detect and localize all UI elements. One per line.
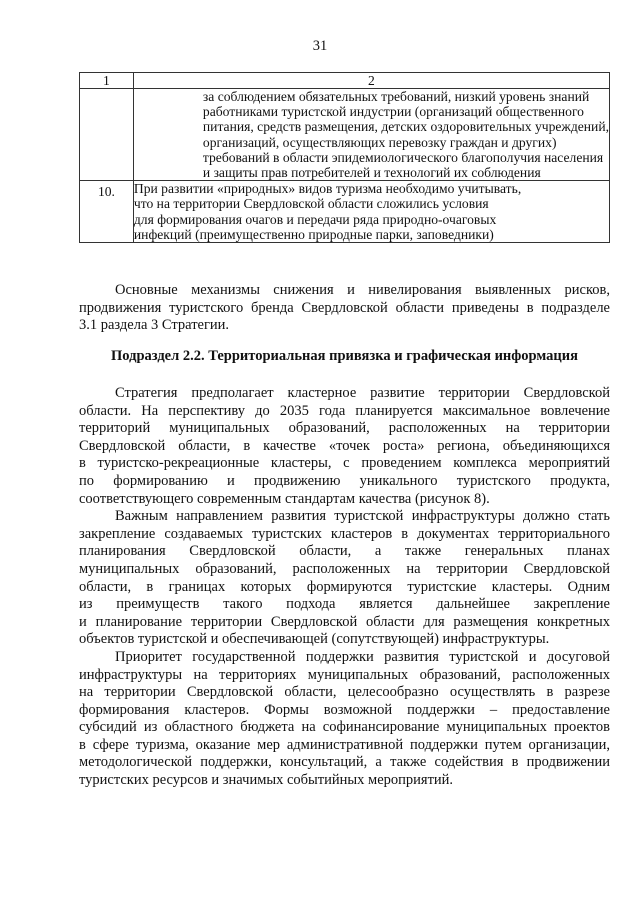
text-line: по формированию и продвижению уникального туристского продукта,: [79, 472, 610, 489]
text-line: продвижения туристского бренда Свердловской области приведены в подразделе: [79, 299, 610, 316]
text-line: туристских ресурсов и значимых событийных мероприятий.: [79, 772, 454, 789]
text-line: области, в границах которых формируются туристские кластеры. Одним: [79, 578, 610, 595]
text-line: Стратегия предполагает кластерное развитие территории Свердловской: [115, 385, 610, 401]
table-text-line: работниками туристской индустрии (организаций общественного: [202, 104, 584, 120]
text-line: муниципальных образований, расположенных на территории Свердловской: [79, 560, 610, 577]
text-line: инфраструктуры на территориях муниципальных образований, расположенных: [79, 666, 610, 683]
text-line: на территории Свердловской области, целесообразно осуществлять в разрезе: [79, 684, 610, 701]
table-row-text: [133, 89, 609, 181]
text-line: 3.1 раздела 3 Стратегии.: [79, 317, 230, 334]
table-text-line: питания, средств размещения, детских оздоровительных учреждений,: [202, 119, 609, 135]
table-text-line: что на территории Свердловской области сложились условия: [133, 196, 489, 212]
text-line: в туристско-рекреационные кластеры, с проведением комплекса мероприятий: [79, 455, 610, 472]
table-text-line: и защиты прав потребителей и технологий их соблюдения: [202, 165, 541, 181]
text-line: Важным направлением развития туристской инфраструктуры должно стать: [115, 508, 610, 525]
table-text-line: требований в области эпидемиологического благополучия населения: [202, 149, 604, 165]
subsection-heading: Подраздел 2.2. Территориальная привязка и графическая информация: [111, 348, 578, 364]
table-row: [80, 89, 610, 181]
table-text-line: При развитии «природных» видов туризма необходимо учитывать,: [133, 181, 522, 197]
text-line: планирования Свердловской области, а также генеральных планах: [79, 543, 610, 560]
text-line: объектов туристской и обеспечивающей (сопутствующей) инфраструктуры.: [79, 631, 550, 648]
text-line: формирования кластеров. Формы возможной поддержки – предоставление: [79, 701, 610, 718]
page-number: 31: [312, 38, 328, 54]
text-line: Основные механизмы снижения и нивелирования выявленных рисков,: [115, 282, 610, 298]
paragraph-cluster-strategy: [79, 385, 610, 790]
table-header-col-2: 2: [133, 73, 609, 89]
text-line: методологической поддержки, консультаций, а также содействия в продвижении: [79, 754, 610, 771]
row-number-text: [80, 89, 133, 92]
table-text-line: для формирования очагов и передачи ряда природно-очаговых: [133, 211, 497, 227]
text-line: Свердловской области, в качестве «точек роста» региона, объединяющихся: [79, 437, 610, 454]
text-line: Приоритет государственной поддержки развития туристской и досуговой: [115, 648, 610, 665]
text-line: закрепление создаваемых туристских кластеров в документах территориального: [79, 525, 610, 542]
paragraph-risk-mechanisms: [79, 282, 610, 335]
table-row-text: [133, 181, 609, 243]
text-line: территорий муниципальных образований, расположенных на территории: [79, 420, 610, 437]
table-row-number: [80, 181, 134, 243]
text-line: соответствующего современным стандартам качества (рисунок 8).: [79, 490, 490, 507]
text-line: в сфере туризма, оказание мер административной поддержки путем организации,: [79, 736, 610, 753]
table-text-line: организаций, осуществляющих перевозку граждан и других): [202, 134, 557, 150]
table-header-row: [80, 73, 610, 89]
text-line: области. На перспективу до 2035 года планируется максимальное вовлечение: [79, 402, 610, 419]
table-row-number: [80, 89, 134, 181]
row-number-text: 10.: [97, 184, 115, 200]
risk-table: [79, 72, 610, 243]
table-text-line: инфекций (преимущественно природные парки, заповедники): [133, 226, 494, 242]
text-line: и планирование территории Свердловской области для размещения конкретных: [79, 613, 610, 630]
table-text-line: за соблюдением обязательных требований, низкий уровень знаний: [202, 89, 590, 104]
text-line: из преимуществ такого подхода является дальнейшее закрепление: [79, 596, 610, 613]
table-row: [80, 181, 610, 243]
text-line: субсидий из областного бюджета на софинансирование муниципальных проектов: [79, 719, 610, 736]
table-header-col-1: 1: [80, 73, 134, 89]
